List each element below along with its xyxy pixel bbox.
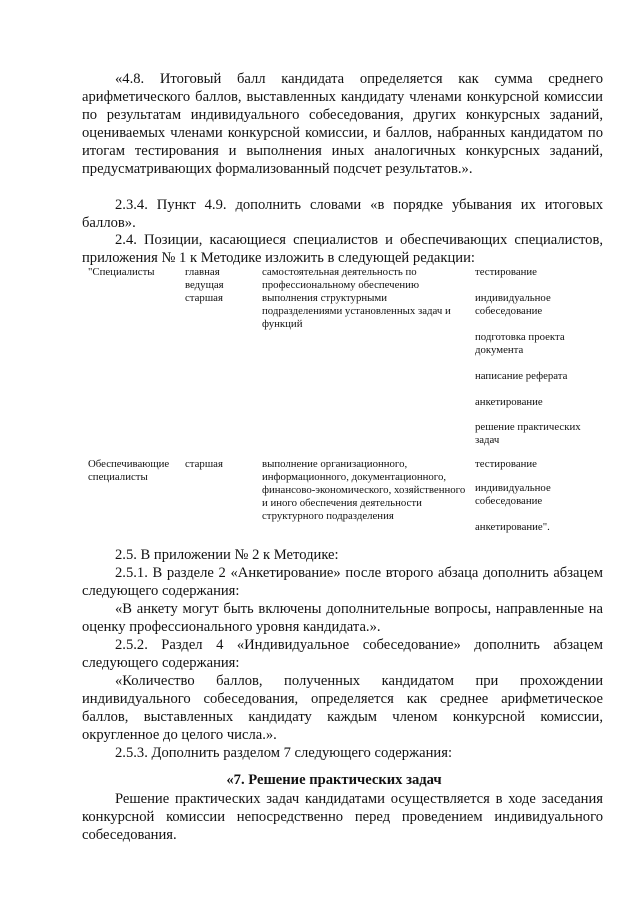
- table-cell-category: Обеспечивающие специалисты: [88, 458, 170, 483]
- table-cell-category: "Специалисты: [88, 266, 155, 278]
- table-cell-groups: главная ведущая старшая: [185, 266, 224, 304]
- paragraph-2-5-3: 2.5.3. Дополнить разделом 7 следующего содержания:: [115, 745, 452, 761]
- section-title: «7. Решение практических задач: [226, 772, 442, 788]
- paragraph-quote-ballov: «Количество баллов, полученных кандидатом при прохождении индивидуального собеседования, определяется как среднее арифметическое баллов, выставленных кандидату каждым членом конкурсной комиссии, округленное до целого числа.».: [82, 673, 603, 743]
- paragraph-4-8: «4.8. Итоговый балл кандидата определяется как сумма среднего арифметического баллов, выставленных кандидату членами конкурсной комиссии по результатам индивидуального собеседования, других конкурсных заданий, оцениваемых членами конкурсной комиссии, и баллов, набранных кандидатом по итогам тестирования и выполнения иных аналогичных конкурсных заданий, предусматривающих формализованный подсчет результатов.».: [82, 71, 603, 177]
- paragraph-2-5-1: 2.5.1. В разделе 2 «Анкетирование» после второго абзаца дополнить абзацем следующего содержания:: [82, 565, 603, 599]
- paragraph-2-3-4: 2.3.4. Пункт 4.9. дополнить словами «в порядке убывания их итоговых баллов».: [82, 197, 603, 231]
- paragraph-2-4: 2.4. Позиции, касающиеся специалистов и обеспечивающих специалистов, приложения № 1 к Методике изложить в следующей редакции:: [82, 232, 603, 266]
- table-cell-groups: старшая: [185, 458, 223, 470]
- document-page: «4.8. Итоговый балл кандидата определяется как сумма среднего арифметического баллов, выставленных кандидату членами конкурсной комиссии по результатам индивидуального собеседования, других конкурсных заданий, оцениваемых членами конкурсной комиссии, и баллов, набранных кандидатом по итогам тестирования и выполнения иных аналогичных конкурсных заданий, предусматривающих формализованный подсчет результатов.». 2.3.4. Пункт 4.9. дополнить словами «в порядке убывания их итоговых баллов». 2.4. Позиции, касающиеся специалистов и обеспечивающих специалистов, приложения № 1 к Методике изложить в следующей редакции: "Специалисты главная ведущая старшая самостоятельная деятельность по профессиональному обеспечению выполнения структурными подразделениями установленных задач и функций тестирование индивидуальное собеседование подготовка проекта документа написание реферата анкетирование решение практических задач Обеспечивающие специалисты старшая выполнение организационного, информационного, документационного, финансово-экономического, хозяйственного и иного обеспечения деятельности структурного подразделения тестирование индивидуальное собеседование анкетирование". 2.5. В приложении № 2 к Методике: 2.5.1. В разделе 2 «Анкетирование» после второго абзаца дополнить абзацем следующего содержания: «В анкету могут быть включены дополнительные вопросы, направленные на оценку профессионального уровня кандидата.». 2.5.2. Раздел 4 «Индивидуальное собеседование» дополнить абзацем следующего содержания: «Количество баллов, полученных кандидатом при прохождении индивидуального собеседования, определяется как среднее арифметическое баллов, выставленных кандидату каждым членом конкурсной комиссии, округленное до целого числа.». 2.5.3. Дополнить разделом 7 следующего содержания: «7. Решение практических задач Решение практических задач кандидатами осуществляется в ходе заседания конкурсной комиссии непосредственно перед проведением индивидуального собеседования.: [0, 0, 640, 905]
- paragraph-section-7: Решение практических задач кандидатами осуществляется в ходе заседания конкурсной комиссии непосредственно перед проведением индивидуального собеседования.: [82, 791, 603, 843]
- table-cell-requirements: самостоятельная деятельность по профессиональному обеспечению выполнения структурными подразделениями установленных задач и функций: [262, 266, 451, 330]
- paragraph-quote-anketa: «В анкету могут быть включены дополнительные вопросы, направленные на оценку профессионального уровня кандидата.».: [82, 601, 603, 635]
- paragraph-2-5: 2.5. В приложении № 2 к Методике:: [115, 547, 339, 563]
- table-cell-requirements: выполнение организационного, информационного, документационного, финансово-экономического, хозяйственного и иного обеспечения деятельности структурного подразделения: [262, 458, 466, 522]
- paragraph-2-5-2: 2.5.2. Раздел 4 «Индивидуальное собеседование» дополнить абзацем следующего содержания:: [82, 637, 603, 671]
